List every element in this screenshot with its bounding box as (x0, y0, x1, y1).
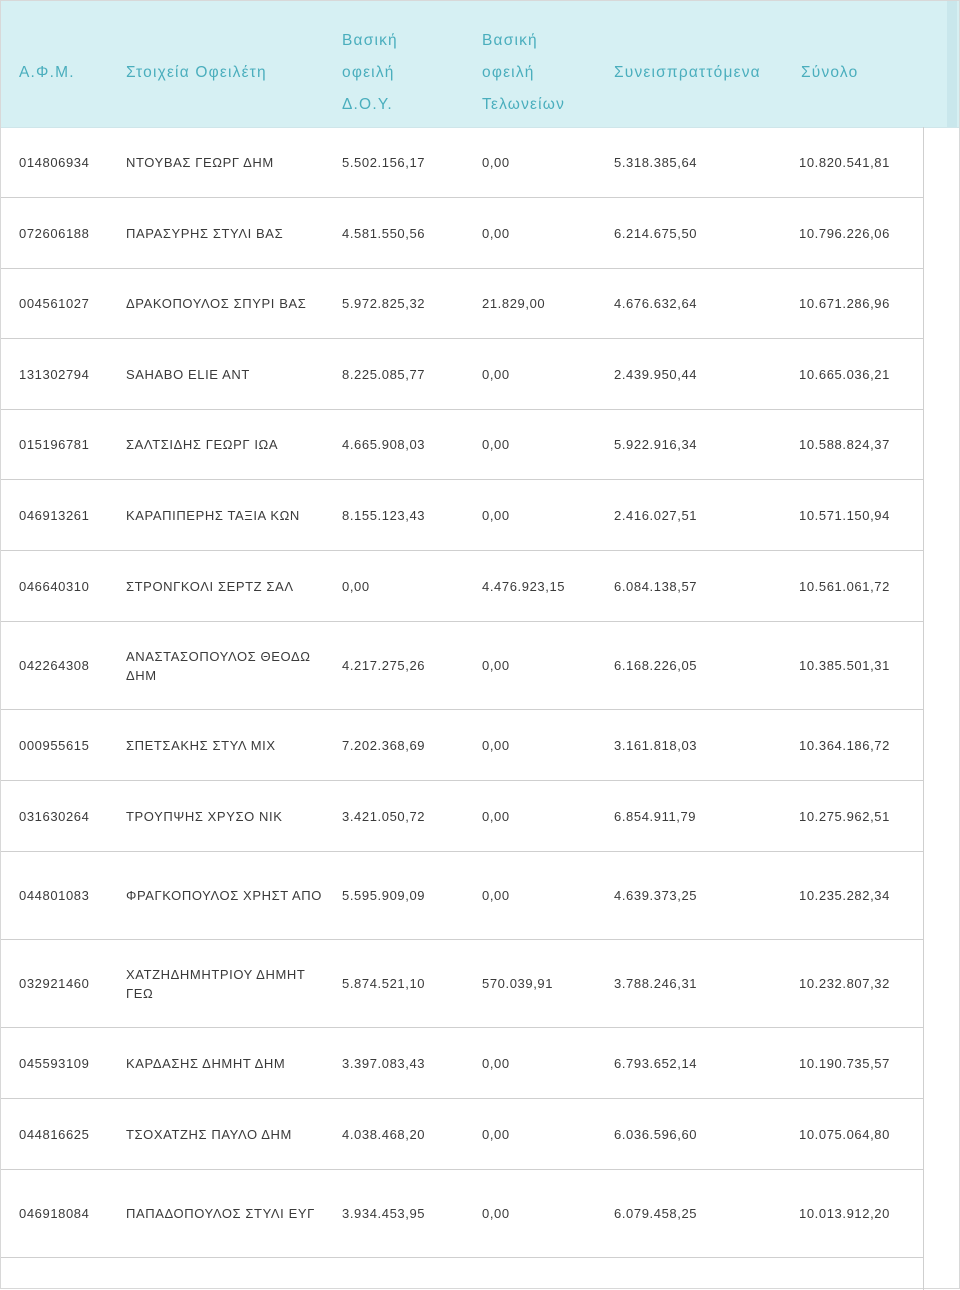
collected-cell: 2.416.027,51 (614, 507, 698, 523)
table-body (1, 127, 923, 1258)
collected-cell: 6.854.911,79 (614, 808, 697, 824)
debtor-name-cell: ΠΑΡΑΣΥΡΗΣ ΣΤΥΛΙ ΒΑΣ (126, 225, 284, 241)
total-cell: 10.571.150,94 (799, 507, 890, 523)
table-row (1, 410, 923, 480)
table-row (1, 781, 923, 852)
basic-customs-cell: 21.829,00 (482, 296, 546, 311)
afm-cell: 015196781 (19, 437, 90, 452)
afm-cell: 044801083 (19, 888, 90, 903)
afm-cell: 045593109 (19, 1055, 90, 1071)
table-row (1, 1028, 923, 1099)
table-row (1, 852, 923, 940)
header-basic-doy-line3: Δ.Ο.Υ. (342, 96, 393, 113)
basic-doy-cell: 5.972.825,32 (342, 296, 426, 311)
basic-customs-cell: 0,00 (482, 1206, 510, 1221)
collected-cell: 4.639.373,25 (614, 888, 698, 903)
basic-doy-cell: 3.397.083,43 (342, 1055, 426, 1071)
afm-cell: 131302794 (19, 366, 90, 382)
header-afm: Α.Φ.Μ. (19, 64, 75, 81)
debtor-name-cell: ΠΑΠΑΔΟΠΟΥΛΟΣ ΣΤΥΛΙ ΕΥΓ (126, 1206, 315, 1221)
collected-cell: 6.084.138,57 (614, 578, 698, 594)
basic-doy-cell: 5.502.156,17 (342, 154, 426, 170)
total-cell: 10.796.226,06 (799, 225, 890, 241)
basic-doy-cell: 4.665.908,03 (342, 437, 426, 452)
table-row (1, 1099, 923, 1170)
basic-customs-cell: 0,00 (482, 888, 510, 903)
table-row (1, 198, 923, 269)
afm-cell: 046640310 (19, 578, 90, 594)
basic-customs-cell: 0,00 (482, 507, 510, 523)
header-basic-customs-line2: οφειλή (482, 64, 535, 81)
right-column-divider (923, 127, 924, 1290)
table-row (1, 127, 923, 198)
total-cell: 10.588.824,37 (799, 437, 890, 452)
basic-customs-cell: 0,00 (482, 1126, 510, 1142)
basic-customs-cell: 0,00 (482, 225, 510, 241)
header-total: Σύνολο (801, 64, 859, 81)
total-cell: 10.820.541,81 (799, 154, 890, 170)
header-debtor: Στοιχεία Οφειλέτη (126, 64, 267, 81)
basic-customs-cell: 570.039,91 (482, 976, 554, 991)
total-cell: 10.385.501,31 (799, 658, 890, 673)
debtor-name-cell: ΑΝΑΣΤΑΣΟΠΟΥΛΟΣ ΘΕΟΔΩ ΔΗΜ (126, 648, 311, 683)
afm-cell: 014806934 (19, 154, 90, 170)
table-row (1, 622, 923, 710)
table-row (1, 551, 923, 622)
header-basic-doy-line2: οφειλή (342, 64, 395, 81)
total-cell: 10.671.286,96 (799, 296, 890, 311)
collected-cell: 3.788.246,31 (614, 976, 698, 991)
table-row (1, 339, 923, 410)
table-header (1, 1, 959, 128)
basic-doy-cell: 5.595.909,09 (342, 888, 426, 903)
collected-cell: 2.439.950,44 (614, 366, 698, 382)
total-cell: 10.561.061,72 (799, 578, 890, 594)
basic-doy-cell: 5.874.521,10 (342, 976, 426, 991)
debtor-name-cell: ΧΑΤΖΗΔΗΜΗΤΡΙΟΥ ΔΗΜΗΤ ΓΕΩ (126, 966, 306, 1001)
basic-doy-cell: 3.934.453,95 (342, 1206, 426, 1221)
basic-doy-cell: 7.202.368,69 (342, 737, 426, 753)
afm-cell: 046913261 (19, 507, 90, 523)
debtor-name-cell: ΝΤΟΥΒΑΣ ΓΕΩΡΓ ΔΗΜ (126, 154, 274, 170)
debtor-name-cell: ΣΤΡΟΝΓΚΟΛΙ ΣΕΡΤΖ ΣΑΛ (126, 578, 294, 594)
basic-customs-cell: 4.476.923,15 (482, 578, 566, 594)
afm-cell: 032921460 (19, 976, 90, 991)
debtor-name-cell: ΦΡΑΓΚΟΠΟΥΛΟΣ ΧΡΗΣΤ ΑΠΟ (126, 888, 322, 903)
header-basic-customs-line3: Τελωνείων (482, 96, 566, 113)
basic-customs-cell: 0,00 (482, 737, 510, 753)
debtor-name-cell: ΤΣΟΧΑΤΖΗΣ ΠΑΥΛΟ ΔΗΜ (126, 1126, 292, 1142)
basic-customs-cell: 0,00 (482, 1055, 510, 1071)
afm-cell: 072606188 (19, 225, 90, 241)
header-edge-stripe (947, 1, 957, 127)
basic-doy-cell: 4.581.550,56 (342, 225, 426, 241)
total-cell: 10.364.186,72 (799, 737, 890, 753)
basic-doy-cell: 4.038.468,20 (342, 1126, 426, 1142)
basic-customs-cell: 0,00 (482, 437, 510, 452)
table-row (1, 1170, 923, 1258)
collected-cell: 6.214.675,50 (614, 225, 698, 241)
basic-customs-cell: 0,00 (482, 154, 510, 170)
debtor-name-cell: ΤΡΟΥΠΨΗΣ ΧΡΥΣΟ ΝΙΚ (126, 808, 283, 824)
total-cell: 10.235.282,34 (799, 888, 890, 903)
collected-cell: 6.168.226,05 (614, 658, 698, 673)
header-basic-customs-line1: Βασική (482, 32, 538, 49)
table-row (1, 269, 923, 339)
debtor-name-cell: ΣΑΛΤΣΙΔΗΣ ΓΕΩΡΓ ΙΩΑ (126, 437, 279, 452)
afm-cell: 000955615 (19, 737, 90, 753)
header-basic-doy-line1: Βασική (342, 32, 398, 49)
debtor-name-cell: ΚΑΡΑΠΙΠΕΡΗΣ ΤΑΞΙΑ ΚΩΝ (126, 507, 300, 523)
afm-cell: 004561027 (19, 296, 90, 311)
table-row (1, 710, 923, 781)
total-cell: 10.665.036,21 (799, 366, 890, 382)
basic-doy-cell: 4.217.275,26 (342, 658, 426, 673)
basic-customs-cell: 0,00 (482, 808, 510, 824)
basic-doy-cell: 8.155.123,43 (342, 507, 426, 523)
collected-cell: 4.676.632,64 (614, 296, 698, 311)
afm-cell: 044816625 (19, 1126, 90, 1142)
debtor-name-cell: ΚΑΡΔΑΣΗΣ ΔΗΜΗΤ ΔΗΜ (126, 1055, 286, 1071)
collected-cell: 6.036.596,60 (614, 1126, 698, 1142)
collected-cell: 5.922.916,34 (614, 437, 698, 452)
total-cell: 10.232.807,32 (799, 976, 890, 991)
afm-cell: 046918084 (19, 1206, 90, 1221)
total-cell: 10.013.912,20 (799, 1206, 890, 1221)
basic-customs-cell: 0,00 (482, 366, 510, 382)
afm-cell: 042264308 (19, 658, 90, 673)
basic-doy-cell: 8.225.085,77 (342, 366, 426, 382)
afm-cell: 031630264 (19, 808, 90, 824)
header-collected: Συνεισπραττόμενα (614, 64, 761, 81)
collected-cell: 6.079.458,25 (614, 1206, 698, 1221)
basic-doy-cell: 0,00 (342, 578, 370, 594)
total-cell: 10.190.735,57 (799, 1055, 890, 1071)
table-row (1, 940, 923, 1028)
debtor-name-cell: ΣΠΕΤΣΑΚΗΣ ΣΤΥΛ ΜΙΧ (126, 737, 276, 753)
basic-customs-cell: 0,00 (482, 658, 510, 673)
collected-cell: 6.793.652,14 (614, 1055, 698, 1071)
table-row (1, 480, 923, 551)
collected-cell: 3.161.818,03 (614, 737, 698, 753)
debtor-name-cell: SAHABO ELIE ANT (126, 366, 250, 382)
collected-cell: 5.318.385,64 (614, 154, 698, 170)
basic-doy-cell: 3.421.050,72 (342, 808, 426, 824)
total-cell: 10.275.962,51 (799, 808, 890, 824)
total-cell: 10.075.064,80 (799, 1126, 890, 1142)
debtor-name-cell: ΔΡΑΚΟΠΟΥΛΟΣ ΣΠΥΡΙ ΒΑΣ (126, 296, 307, 311)
